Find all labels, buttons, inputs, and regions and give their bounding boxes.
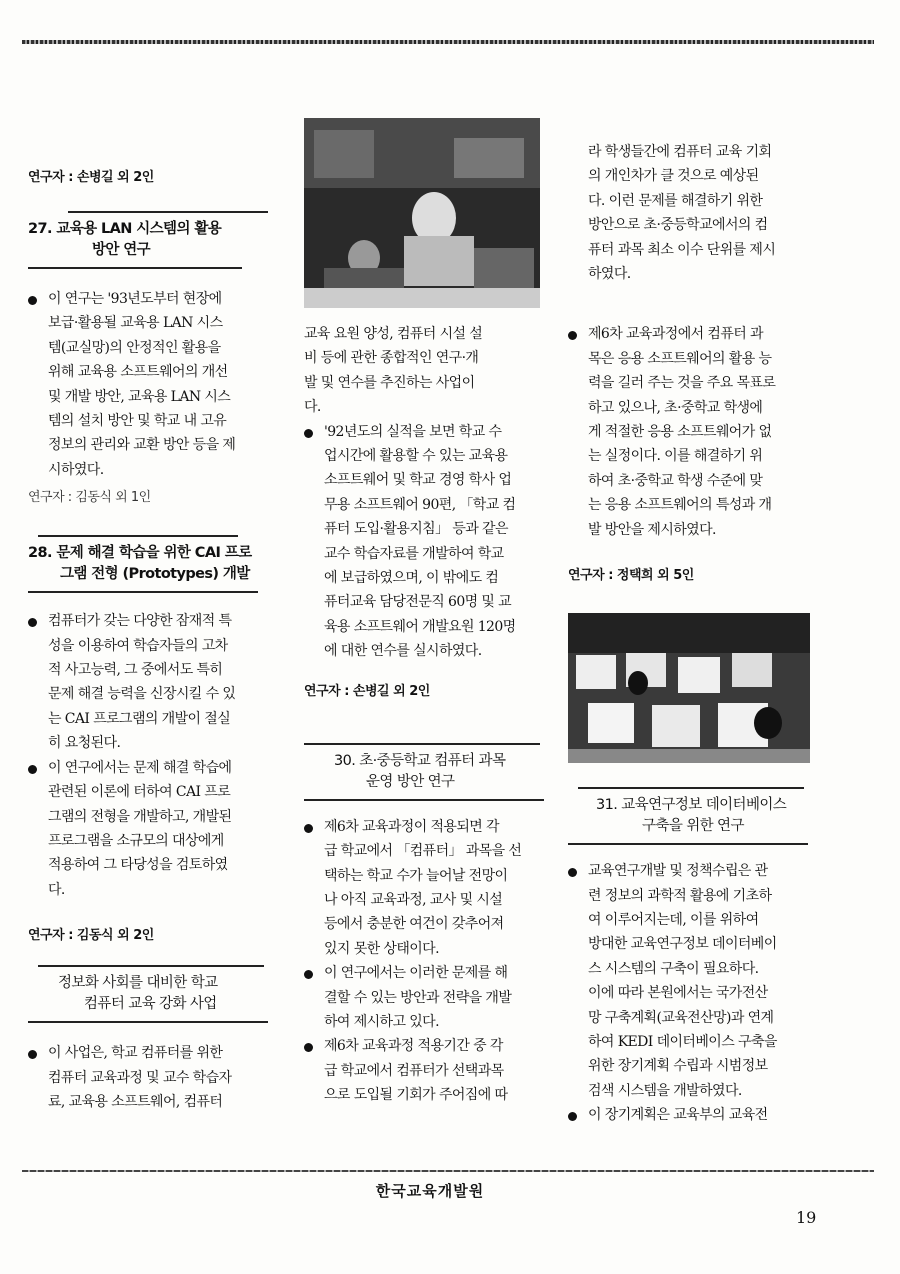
researcher-credit: 연구자 : 정택희 외 5인 (568, 568, 694, 584)
publisher-logo: 한국교육개발원 (375, 1182, 485, 1200)
column-right (568, 140, 814, 1128)
paragraph-30d: 라 학생들간에 컴퓨터 교육 기회 의 개인차가 클 것으로 예상된 다. 이런 문제를 해결하기 위한 방안으로 초·중등학교에서의 컴 퓨터 과목 최소 이수 단위를 제시 하였다. (588, 144, 776, 283)
researcher-credit: 연구자 : 손병길 외 2인 (304, 683, 430, 699)
paragraph-27: 이 연구는 '93년도부터 현장에 보급·활용될 교육용 LAN 시스 템(교실망)의 안정적인 활용을 위해 교육용 소프트웨어의 개선 및 개발 방안, 교육용 LAN 시스 템의 설치 방안 및 학교 내 고유 정보의 관리와 교환 방안 등을 제 시하였다. (28, 287, 278, 482)
paragraph-29a: 이 사업은, 학교 컴퓨터를 위한 컴퓨터 교육과정 및 교수 학습자 료, 교육용 소프트웨어, 컴퓨터 (28, 1041, 278, 1114)
section-heading-28: 28. 문제 해결 학습을 위한 CAI 프로 그램 전형 (Prototypes) 개발 (28, 545, 252, 583)
bullet-icon (304, 824, 313, 833)
paragraph-30a: 제6차 교육과정이 적용되면 각 급 학교에서 「컴퓨터」 과목을 선 택하는 학교 수가 늘어날 전망이 나 아직 교육과정, 교사 및 시설 등에서 충분한 여건이 갖추어져 있지 못한 상태이다. (304, 815, 546, 961)
paragraph-28b: 이 연구에서는 문제 해결 학습에 관련된 이론에 터하여 CAI 프로 그램의 전형을 개발하고, 개발된 프로그램을 소규모의 대상에게 적용하여 그 타당성을 검토하였 다. (28, 756, 278, 902)
paragraph-31b: 이 장기계획은 교육부의 교육전 (568, 1103, 814, 1127)
footer-border (22, 1170, 874, 1172)
bullet-icon (304, 429, 313, 438)
page-number: 19 (796, 1208, 817, 1227)
column-middle (304, 118, 546, 1108)
researcher-credit: 연구자 : 김동식 외 1인 (28, 490, 151, 506)
section-heading-31: 31. 교육연구정보 데이터베이스 구축을 위한 연구 (596, 797, 787, 835)
paragraph-29c: '92년도의 실적을 보면 학교 수 업시간에 활용할 수 있는 교육용 소프트웨어 및 학교 경영 학사 업 무용 소프트웨어 90편, 「학교 컴 퓨터 도입·활용지침」 등과 같은 교수 학습자료를 개발하여 학교 에 보급하였으며, 이 밖에도 컴 퓨터교육 담당전문직 60명 및 교 육용 소프트웨어 개발요원 120명 에 대한 연수를 실시하였다. (304, 420, 546, 664)
section-heading-30: 30. 초·중등학교 컴퓨터 과목 운영 방안 연구 (334, 752, 506, 790)
researcher-credit: 연구자 : 손병길 외 2인 (28, 170, 154, 185)
section-heading-29: 정보화 사회를 대비한 학교 컴퓨터 교육 강화 사업 (58, 975, 218, 1013)
paragraph-30c: 제6차 교육과정 적용기간 중 각 급 학교에서 컴퓨터가 선택과목 으로 도입될 기회가 주어짐에 따 (304, 1034, 546, 1107)
paragraph-28a: 컴퓨터가 갖는 다양한 잠재적 특 성을 이용하여 학습자들의 고차 적 사고능력, 그 중에서도 특히 문제 해결 능력을 신장시킬 수 있 는 CAI 프로그램의 개발이 절실 히 요청된다. (28, 609, 278, 755)
paragraph-30e: 제6차 교육과정에서 컴퓨터 과 목은 응용 소프트웨어의 활용 능 력을 길러 주는 것을 주요 목표로 하고 있으나, 초·중학교 학생에 게 적절한 응용 소프트웨어가 없 는 실정이다. 이를 해결하기 위 하여 초·중학교 학생 수준에 맞 는 응용 소프트웨어의 특성과 개 발 방안을 제시하였다. (568, 322, 814, 542)
top-border (22, 40, 874, 44)
bullet-icon (28, 296, 37, 305)
paragraph-30b: 이 연구에서는 이러한 문제를 해 결할 수 있는 방안과 전략을 개발 하여 제시하고 있다. (304, 961, 546, 1034)
researcher-credit: 연구자 : 김동식 외 2인 (28, 928, 154, 944)
column-left (28, 166, 278, 1114)
photo-computer-lab (568, 613, 810, 763)
bullet-icon (28, 765, 37, 774)
paragraph-29b: 교육 요원 양성, 컴퓨터 시설 설 비 등에 관한 종합적인 연구·개 발 및 연수를 추진하는 사업이 다. (304, 326, 483, 416)
section-heading-27: 27. 교육용 LAN 시스템의 활용 방안 연구 (28, 221, 222, 258)
photo-classroom-meeting (304, 118, 540, 308)
paragraph-31a: 교육연구개발 및 정책수립은 관 련 정보의 과학적 활용에 기초하 여 이루어지는데, 이를 위하여 방대한 교육연구정보 데이터베이 스 시스템의 구축이 필요하다. 이에 따라 본원에서는 국가전산 망 구축계획(교육전산망)과 연계 하여 KEDI 데이터베이스 구축을 위한 장기계획 수립과 시범정보 검색 시스템을 개발하였다. (568, 859, 814, 1103)
